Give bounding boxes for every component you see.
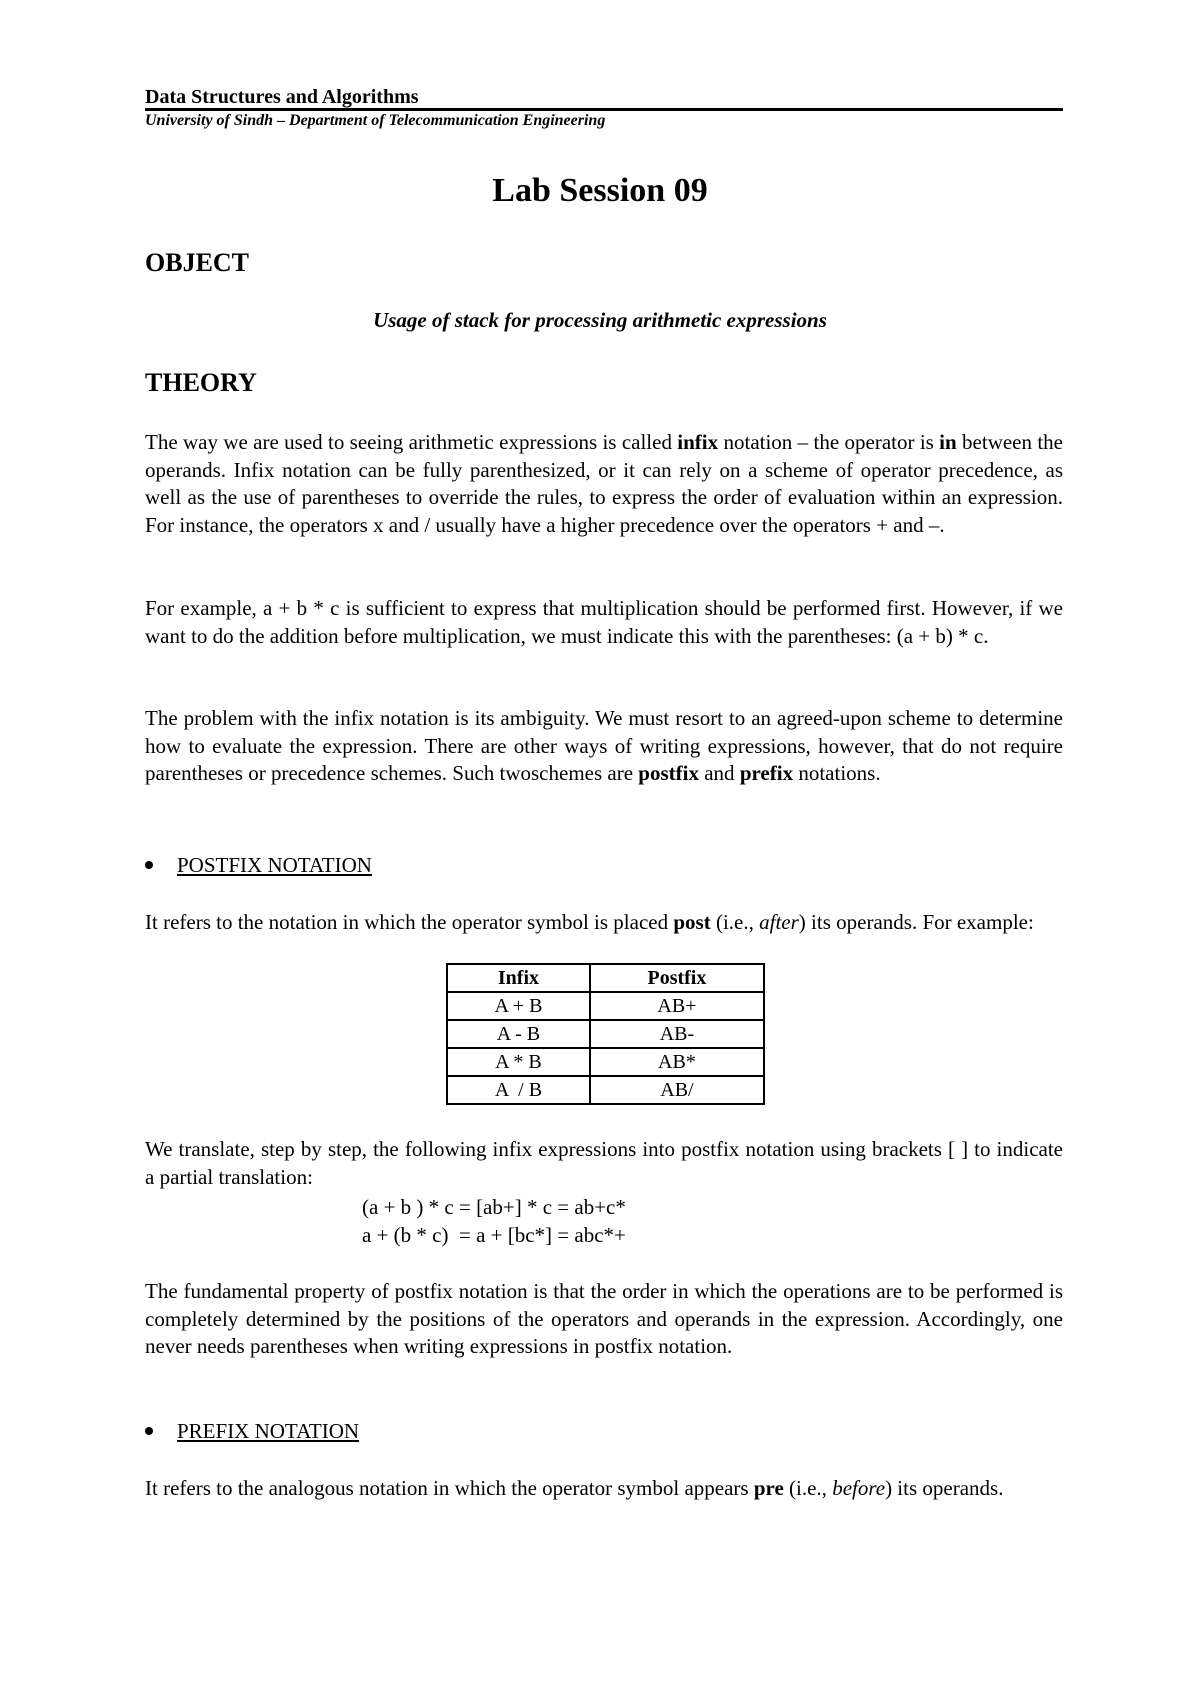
text-run: The way we are used to seeing arithmetic expressions is called <box>145 430 678 454</box>
object-heading: OBJECT <box>145 248 250 277</box>
object-text: Usage of stack for processing arithmetic expressions <box>373 308 827 332</box>
text-run: (i.e., <box>783 1476 833 1500</box>
table-row <box>447 992 764 1020</box>
table-header-row <box>447 964 764 992</box>
postfix-heading-text: POSTFIX NOTATION <box>177 853 372 877</box>
postfix-cell: AB+ <box>590 992 764 1020</box>
postfix-paragraph-1 <box>145 909 1063 937</box>
infix-cell: A * B <box>447 1048 590 1076</box>
table-row <box>447 1020 764 1048</box>
department-line: University of Sindh – Department of Telecommunication Engineering <box>145 112 606 129</box>
page-title: Lab Session 09 <box>492 172 708 209</box>
text-run: ) its operands. <box>885 1476 1004 1500</box>
text-run: between the operands. Infix notation can be fully parenthesized, or it can rely on a scheme of operator precedence, as well as the use of parentheses to override the rules, to express the order of evaluation within an expression. For instance, the operators x and / usually have a higher precedence over the operators + and –. <box>145 430 1063 537</box>
theory-paragraph-1 <box>145 429 1063 539</box>
postfix-cell: AB- <box>590 1020 764 1048</box>
text-run: It refers to the notation in which the operator symbol is placed <box>145 910 674 934</box>
postfix-paragraph-3: The fundamental property of postfix notation is that the order in which the operations are to be performed is completely determined by the positions of the operators and operands in the expression. Accordingly, one never needs parentheses when writing expressions in postfix notation. <box>145 1279 1063 1359</box>
text-run: notations. <box>793 761 881 786</box>
infix-postfix-table <box>446 963 765 1105</box>
bullet-icon <box>145 861 153 869</box>
table-row <box>447 1076 764 1104</box>
infix-cell: A - B <box>447 1020 590 1048</box>
theory-paragraph-2: For example, a + b * c is sufficient to express that multiplication should be performed first. However, if we want to do the addition before multiplication, we must indicate this with the parentheses: (a + b) * c. <box>145 596 1063 648</box>
expression-line-1: (a + b ) * c = [ab+] * c = ab+c* <box>362 1195 626 1219</box>
prefix-heading-text: PREFIX NOTATION <box>177 1419 360 1443</box>
infix-cell: A + B <box>447 992 590 1020</box>
text-run: It refers to the analogous notation in which the operator symbol appears <box>145 1476 754 1500</box>
postfix-paragraph-2: We translate, step by step, the following infix expressions into postfix notation using brackets [ ] to indicate a partial translation: <box>145 1137 1063 1189</box>
postfix-cell: AB* <box>590 1048 764 1076</box>
italic-term: after <box>759 910 799 934</box>
bold-term: pre <box>753 1476 784 1500</box>
postfix-cell: AB/ <box>590 1076 764 1104</box>
header-rule <box>145 108 1063 111</box>
text-run: (i.e., <box>710 910 760 934</box>
theory-paragraph-3 <box>145 705 1063 788</box>
theory-heading: THEORY <box>145 368 257 397</box>
table-row <box>447 1048 764 1076</box>
text-run: The problem with the infix notation is its ambiguity. We must resort to an agreed-upon scheme to determine how to evaluate the expression. There are other ways of writing expressions, however, that do not require parentheses or precedence schemes. Such twoschemes are <box>145 706 1063 786</box>
text-run: ) its operands. For example: <box>798 910 1034 934</box>
prefix-paragraph-1 <box>145 1475 1063 1503</box>
text-run: notation – the operator is <box>718 430 940 454</box>
bold-term: prefix <box>739 761 794 786</box>
header-infix: Infix <box>447 964 590 992</box>
infix-cell: A / B <box>447 1076 590 1104</box>
prefix-heading <box>145 1419 359 1444</box>
expression-line-2: a + (b * c) = a + [bc*] = abc*+ <box>362 1223 626 1247</box>
bold-term: postfix <box>638 761 699 786</box>
bold-term: post <box>673 910 711 934</box>
italic-term: before <box>832 1476 886 1500</box>
bullet-icon <box>145 1427 153 1435</box>
course-title: Data Structures and Algorithms <box>145 86 419 108</box>
text-run: and <box>698 761 740 786</box>
bold-term: infix <box>677 430 719 454</box>
bold-term: in <box>939 430 957 454</box>
header-postfix: Postfix <box>590 964 764 992</box>
postfix-heading <box>145 853 372 878</box>
